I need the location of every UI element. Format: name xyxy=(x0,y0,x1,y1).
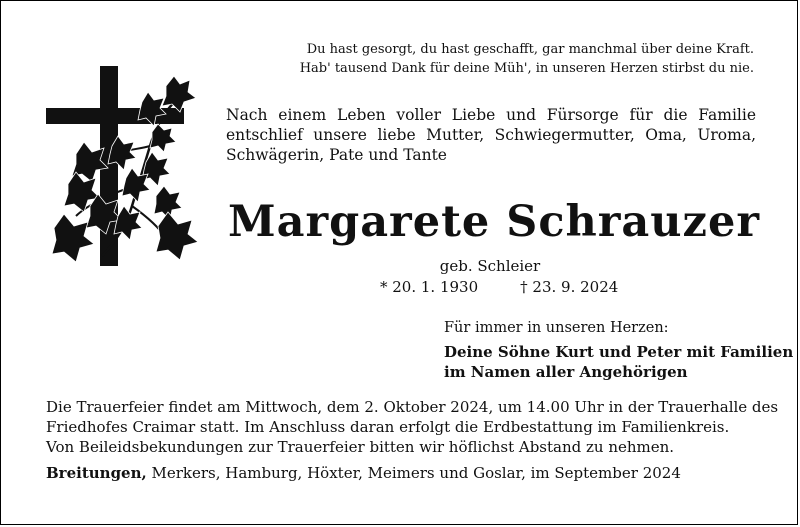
life-dates xyxy=(380,277,680,297)
maiden-name: geb. Schleier xyxy=(439,257,541,275)
deceased-name: Margarete Schrauzer xyxy=(228,197,760,247)
mourners-line-2: im Namen aller Angehörigen xyxy=(444,363,688,381)
motto-line-1: Du hast gesorgt, du hast geschafft, gar manchmal über deine Kraft. xyxy=(306,42,754,57)
notice-line-1: Die Trauerfeier findet am Mittwoch, dem 2. Oktober 2024, um 14.00 Uhr in der Trauerhalle des xyxy=(46,398,779,416)
place-primary: Breitungen, xyxy=(46,464,147,482)
intro-text: Nach einem Leben voller Liebe und Fürsorge für die Familie entschlief unsere liebe Mutter, Schwiegermutter, Oma, Uroma, Schwägerin, Pate und Tante xyxy=(226,106,756,164)
motto-verse xyxy=(284,40,754,78)
notice-line-3: Von Beileidsbekundungen zur Trauerfeier bitten wir höflichst Abstand zu nehmen. xyxy=(46,438,675,456)
place-others: Merkers, Hamburg, Höxter, Meimers und Goslar, im September 2024 xyxy=(146,464,681,482)
birth-date: * 20. 1. 1930 xyxy=(380,278,479,296)
forever-label: Für immer in unseren Herzen: xyxy=(444,320,669,336)
cross-with-ivy-icon xyxy=(46,66,206,276)
notice-line-2: Friedhofes Craimar statt. Im Anschluss daran erfolgt die Erdbestattung im Familienkreis. xyxy=(46,418,730,436)
mourners-line-1: Deine Söhne Kurt und Peter mit Familien xyxy=(444,343,794,361)
mourners-list xyxy=(444,342,793,382)
funeral-notice xyxy=(46,397,779,483)
death-date: † 23. 9. 2024 xyxy=(520,278,619,296)
motto-line-2: Hab' tausend Dank für deine Müh', in unseren Herzen stirbst du nie. xyxy=(299,61,754,76)
place-and-date xyxy=(46,463,756,483)
